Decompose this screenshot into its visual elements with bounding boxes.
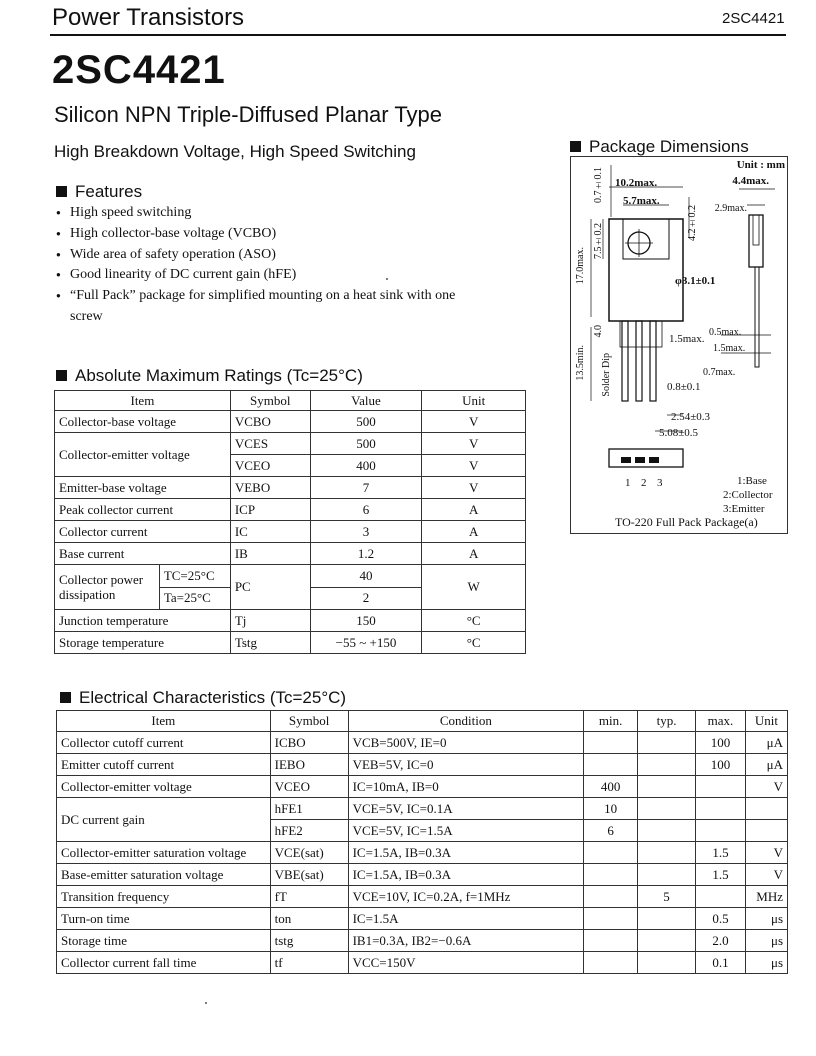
condition-cell: Ta=25°C [163,590,211,606]
condition-cell: IC=1.5A [348,908,584,930]
max-cell [696,776,746,798]
table-row [57,930,788,952]
dim-tab-thickness: 4.4max. [732,175,769,187]
feature-item-continuation: screw [70,308,103,324]
symbol-cell: Tj [230,610,310,632]
symbol-cell: VBE(sat) [270,864,348,886]
min-cell: 400 [584,776,638,798]
document-category: Power Transistors [52,4,245,31]
value-cell: −55 ~ +150 [310,632,422,654]
lead-1 [622,321,628,401]
symbol-cell: VEBO [230,477,310,499]
unit-cell: V [745,776,787,798]
amr-heading-label: Absolute Maximum Ratings (Tc=25°C) [75,366,363,385]
unit-cell: μs [745,930,787,952]
symbol-cell: Tstg [230,632,310,654]
max-cell: 0.5 [696,908,746,930]
item-cell: Base-emitter saturation voltage [57,864,271,886]
bottom-view-body [609,449,683,467]
typ-cell [638,798,696,820]
table-row [55,499,526,521]
unit-cell [745,820,787,842]
value-cell: 7 [310,477,422,499]
pin-number: 1 [625,477,631,489]
package-caption: TO-220 Full Pack Package(a) [615,515,758,529]
column-header: Unit [422,391,526,411]
min-cell: 6 [584,820,638,842]
condition-cell: IC=10mA, IB=0 [348,776,584,798]
table-row [57,754,788,776]
item-cell: Turn-on time [57,908,271,930]
table-row [55,543,526,565]
table-row [55,521,526,543]
max-cell [696,886,746,908]
min-cell [584,930,638,952]
symbol-cell: VCEO [230,455,310,477]
symbol-cell: hFE2 [270,820,348,842]
unit-cell: μs [745,908,787,930]
min-cell: 10 [584,798,638,820]
min-cell [584,864,638,886]
value-cell: 6 [310,499,422,521]
header-divider [50,34,786,36]
dim-lead-width-side: 1.5max. [713,343,746,354]
feature-item: ● “Full Pack” package for simplified mounting on a heat sink with one [56,286,526,307]
max-cell: 1.5 [696,842,746,864]
unit-cell: V [422,477,526,499]
item-cell: Storage time [57,930,271,952]
dim-width-max: 10.2max. [615,177,658,189]
max-cell: 0.1 [696,952,746,974]
section-bullet-icon [60,692,71,703]
dim-pitch-1: 2.54±0.3 [671,411,711,423]
dim-hole-position: 7.5±0.2 [593,223,604,259]
symbol-cell: VCEO [270,776,348,798]
item-cell: DC current gain [57,798,271,842]
symbol-cell: IC [230,521,310,543]
table-row [55,411,526,433]
symbol-cell: ICP [230,499,310,521]
min-cell [584,842,638,864]
section-bullet-icon [56,370,67,381]
side-view-body [749,215,763,267]
symbol-cell: VCES [230,433,310,455]
unit-cell: A [422,499,526,521]
min-cell [584,886,638,908]
value-cell: 1.2 [310,543,422,565]
column-header: Condition [348,711,584,732]
unit-cell: V [422,433,526,455]
item-cell: Collector-emitter voltage [57,776,271,798]
features-heading [56,182,142,202]
table-row [55,632,526,654]
absolute-max-ratings-table [54,390,526,654]
typ-cell [638,732,696,754]
value-cell: 500 [310,433,422,455]
condition-cell: IB1=0.3A, IB2=−0.6A [348,930,584,952]
table-row [55,433,526,455]
unit-cell: A [422,543,526,565]
item-cell: Storage temperature [55,632,231,654]
dim-lead-length: 13.5min. [575,345,586,381]
item-cell: Junction temperature [55,610,231,632]
ec-heading-label: Electrical Characteristics (Tc=25°C) [79,688,347,707]
condition-cell: VCB=500V, IE=0 [348,732,584,754]
typ-cell [638,952,696,974]
scan-speck [205,1002,207,1004]
typ-cell [638,776,696,798]
unit-cell: W [422,565,526,610]
dim-lead-width-min: 0.5max. [709,327,742,338]
column-header: Item [55,391,231,411]
table-row [57,864,788,886]
section-bullet-icon [56,186,67,197]
condition-cell: VCE=10V, IC=0.2A, f=1MHz [348,886,584,908]
features-list [56,203,526,328]
device-description: High Breakdown Voltage, High Speed Switching [54,142,416,161]
power-dissipation-label: Collector power dissipation [59,572,144,602]
max-cell: 100 [696,754,746,776]
condition-cell: VCC=150V [348,952,584,974]
unit-cell: μA [745,732,787,754]
solder-dip-label: Solder Dip [601,353,612,397]
pin-name: 3:Emitter [723,503,765,515]
header-part-number: 2SC4421 [722,10,785,27]
package-unit-label: Unit : mm [736,159,785,171]
dim-lead-thickness: 0.7max. [703,367,736,378]
condition-cell: IC=1.5A, IB=0.3A [348,842,584,864]
symbol-cell: fT [270,886,348,908]
pin-name: 2:Collector [723,489,773,501]
value-cell: 500 [310,411,422,433]
max-cell [696,798,746,820]
dim-lead-top: 4.0 [593,325,604,338]
dim-body-length: 17.0max. [575,247,586,285]
symbol-cell: tstg [270,930,348,952]
typ-cell: 5 [638,886,696,908]
symbol-cell: ton [270,908,348,930]
item-cell: Collector-emitter saturation voltage [57,842,271,864]
column-header: min. [584,711,638,732]
package-dimensions-box [570,156,788,534]
table-header-row [55,391,526,411]
item-cell [55,565,231,610]
dim-hole-offset: 4.2±0.2 [687,205,698,241]
min-cell [584,908,638,930]
max-cell [696,820,746,842]
side-view-lead [755,267,759,367]
unit-cell: μA [745,754,787,776]
section-bullet-icon [570,141,581,152]
table-row [57,776,788,798]
column-header: Unit [745,711,787,732]
max-cell: 100 [696,732,746,754]
item-cell: Emitter cutoff current [57,754,271,776]
package-heading [570,137,749,157]
symbol-cell: hFE1 [270,798,348,820]
item-cell: Emitter-base voltage [55,477,231,499]
value-cell: 2 [310,587,422,610]
unit-cell: μs [745,952,787,974]
part-number-title: 2SC4421 [52,48,226,92]
dim-top-thickness: 0.7±0.1 [593,167,604,203]
symbol-cell: IB [230,543,310,565]
feature-item: ● High collector-base voltage (VCBO) [56,224,526,245]
tab-outline [623,219,669,259]
max-cell: 2.0 [696,930,746,952]
condition-cell: TC=25°C [160,565,230,588]
item-cell: Base current [55,543,231,565]
dim-lead-width: 1.5max. [669,333,705,345]
dim-hole-diameter: φ3.1±0.1 [675,275,716,287]
condition-cell: VEB=5V, IC=0 [348,754,584,776]
feature-item: ● Good linearity of DC current gain (hFE) [56,265,526,286]
item-cell: Collector cutoff current [57,732,271,754]
device-type-subtitle: Silicon NPN Triple-Diffused Planar Type [54,102,443,127]
unit-cell: V [422,455,526,477]
value-cell: 400 [310,455,422,477]
ec-heading [60,688,346,708]
min-cell [584,754,638,776]
column-header: Symbol [230,391,310,411]
table-row [57,798,788,820]
package-heading-label: Package Dimensions [589,137,749,156]
dim-pitch-2: 5.08±0.5 [659,427,699,439]
lead-2 [636,321,642,401]
min-cell [584,952,638,974]
unit-cell: °C [422,632,526,654]
unit-cell: V [422,411,526,433]
condition-cell: IC=1.5A, IB=0.3A [348,864,584,886]
pin-name: 1:Base [737,475,767,487]
condition-cell: VCE=5V, IC=1.5A [348,820,584,842]
scan-speck [386,278,388,280]
amr-heading [56,366,363,386]
table-row [57,908,788,930]
unit-cell: A [422,521,526,543]
column-header: Item [57,711,271,732]
column-header: typ. [638,711,696,732]
item-cell: Collector current [55,521,231,543]
dim-inner-max: 5.7max. [623,195,660,207]
table-row [55,477,526,499]
symbol-cell: ICBO [270,732,348,754]
typ-cell [638,864,696,886]
value-cell: 40 [310,565,422,588]
table-row [55,565,526,588]
item-cell: Transition frequency [57,886,271,908]
item-cell: Collector-base voltage [55,411,231,433]
item-cell: Collector-emitter voltage [55,433,231,477]
typ-cell [638,908,696,930]
table-row [57,952,788,974]
value-cell: 3 [310,521,422,543]
dim-lead-pitch-width: 0.8±0.1 [667,381,701,393]
max-cell: 1.5 [696,864,746,886]
lead-3 [650,321,656,401]
feature-item: ● High speed switching [56,203,526,224]
typ-cell [638,842,696,864]
ec-table-body [57,732,788,974]
min-cell [584,732,638,754]
value-cell: 150 [310,610,422,632]
unit-cell: MHz [745,886,787,908]
symbol-cell: PC [230,565,310,610]
features-heading-label: Features [75,182,143,201]
pin-number: 3 [657,477,663,489]
typ-cell [638,754,696,776]
column-header: max. [696,711,746,732]
symbol-cell: VCE(sat) [270,842,348,864]
column-header: Symbol [270,711,348,732]
unit-cell: V [745,842,787,864]
symbol-cell: tf [270,952,348,974]
condition-cell: VCE=5V, IC=0.1A [348,798,584,820]
typ-cell [638,820,696,842]
pin-number: 2 [641,477,647,489]
table-row [57,842,788,864]
table-header-row [57,711,788,732]
unit-cell: °C [422,610,526,632]
symbol-cell: VCBO [230,411,310,433]
table-row [57,732,788,754]
typ-cell [638,930,696,952]
unit-cell [745,798,787,820]
item-cell: Peak collector current [55,499,231,521]
symbol-cell: IEBO [270,754,348,776]
unit-cell: V [745,864,787,886]
table-row [57,886,788,908]
column-header: Value [310,391,422,411]
table-row [55,610,526,632]
feature-item: ● Wide area of safety operation (ASO) [56,245,526,266]
item-cell: Collector current fall time [57,952,271,974]
dim-tab-side: 2.9max. [714,203,747,214]
electrical-characteristics-table [56,710,788,974]
